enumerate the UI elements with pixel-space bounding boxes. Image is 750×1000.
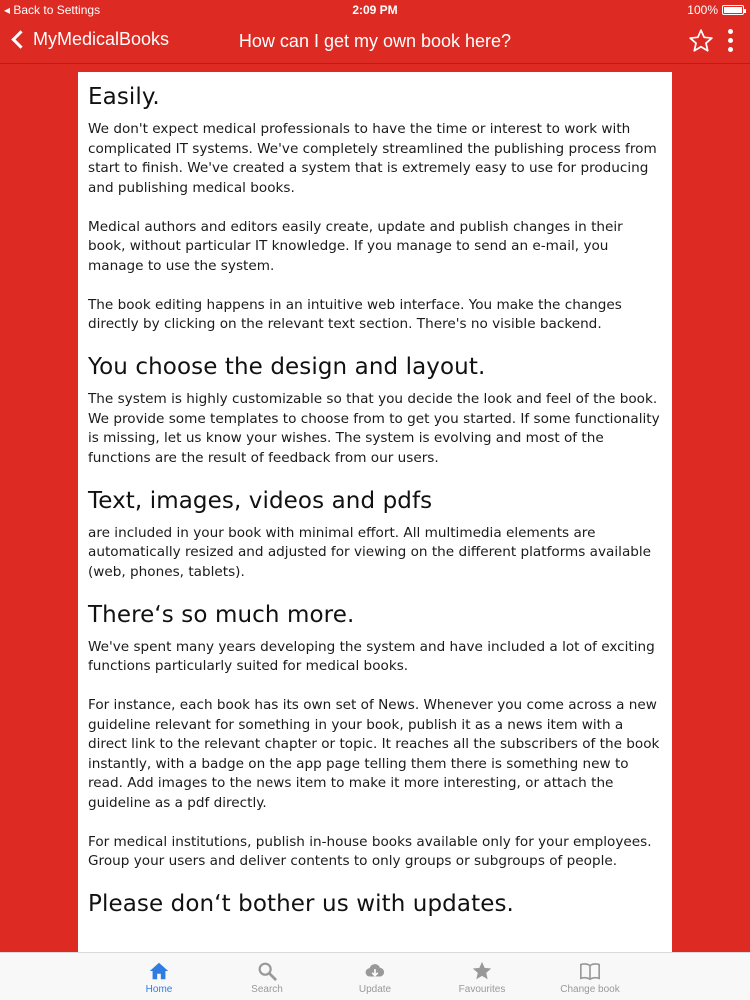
battery-icon: [722, 5, 744, 15]
section-heading: Easily.: [88, 84, 160, 110]
status-time: 2:09 PM: [352, 3, 398, 17]
nav-back-button[interactable]: [10, 29, 169, 50]
tab-search[interactable]: [212, 953, 322, 1000]
section-heading: You choose the design and layout.: [88, 354, 486, 380]
nav-divider: [0, 63, 750, 64]
paragraph: For instance, each book has its own set of News. Whenever you come across a new guideline relevant for something in your book, publish it as a news item with a direct link to the relevant chapter or topic. It reaches all the subscribers of the book instantly, with a badge on the app page telling them there is something new to read. Add images to the news item to make it more interesting, or attach the guideline as a pdf directly.: [88, 697, 660, 811]
cloud-download-icon: [364, 960, 386, 982]
section-updates: [88, 891, 662, 917]
paragraph: For medical institutions, publish in-house books available only for your employees. Group your users and deliver contents to only groups or subgroups of people.: [88, 833, 652, 869]
tab-label: Favourites: [458, 984, 506, 995]
section-heading: Please don‘t bother us with updates.: [88, 891, 514, 917]
section-heading: Text, images, videos and pdfs: [88, 487, 433, 514]
tab-label: Home: [145, 984, 173, 995]
more-options-icon[interactable]: [724, 29, 736, 55]
battery-indicator: [687, 3, 744, 17]
tab-bar: [0, 952, 750, 1000]
paragraph: We don't expect medical professionals to have the time or interest to work with complicated IT systems. We've completely streamlined the publishing process from start to finish. We've created a system that is extremely easy to use for producing and publishing medical books.: [88, 121, 657, 196]
home-icon: [148, 960, 170, 982]
chevron-left-icon: [11, 30, 29, 48]
article-content[interactable]: [78, 72, 672, 952]
paragraph: The book editing happens in an intuitive web interface. You make the changes directly by clicking on the relevant text section. There's no visible backend.: [88, 296, 622, 332]
nav-back-label: MyMedicalBooks: [33, 29, 170, 49]
section-easily: [88, 84, 662, 335]
section-heading: There‘s so much more.: [88, 601, 355, 628]
paragraph: are included in your book with minimal effort. All multimedia elements are automatically resized and adjusted for viewing on the different platforms available (web, phones, tablets).: [88, 524, 652, 580]
section-much-more: [88, 602, 662, 872]
back-to-settings-link[interactable]: ◂ Back to Settings: [4, 3, 101, 17]
tab-update[interactable]: [320, 953, 430, 1000]
favourite-star-icon[interactable]: [688, 28, 714, 54]
search-icon: [256, 960, 278, 982]
tab-home[interactable]: [104, 953, 214, 1000]
section-design-layout: [88, 354, 662, 468]
book-icon: [579, 960, 601, 982]
paragraph: We've spent many years developing the system and have included a lot of exciting functions particularly suited for medical books.: [88, 638, 655, 674]
star-icon: [471, 960, 493, 982]
paragraph: Medical authors and editors easily create, update and publish changes in their book, without particular IT knowledge. If you manage to send an e-mail, you manage to use the system.: [88, 218, 623, 274]
tab-label: Change book: [560, 984, 620, 995]
tab-label: Update: [358, 984, 392, 995]
status-bar: [0, 0, 750, 20]
battery-percent: 100%: [687, 3, 718, 17]
tab-change-book[interactable]: [535, 953, 645, 1000]
page-title: How can I get my own book here?: [238, 31, 512, 51]
section-multimedia: [88, 488, 662, 583]
paragraph: The system is highly customizable so that you decide the look and feel of the book. We provide some templates to choose from to get you started. If some functionality is missing, let us know your wishes. The system is evolving and most of the functions are the result of feedback from our users.: [88, 391, 660, 466]
navigation-bar: [0, 20, 750, 64]
tab-favourites[interactable]: [427, 953, 537, 1000]
tab-label: Search: [251, 984, 283, 995]
